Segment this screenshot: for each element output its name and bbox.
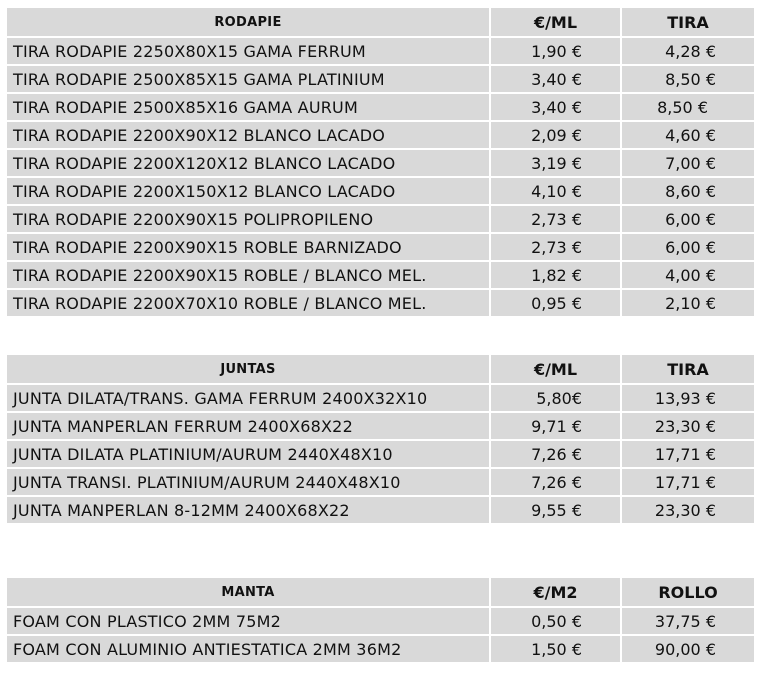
column-header-unit-price: €/M2 [490, 577, 621, 607]
table-header [6, 7, 755, 37]
column-header-unit-price: €/ML [490, 354, 621, 384]
table-row [6, 289, 755, 317]
table-row [6, 468, 755, 496]
unit-price: 1,90 € [490, 37, 621, 65]
unit-price: 2,09 € [490, 121, 621, 149]
product-name: TIRA RODAPIE 2250X80X15 GAMA FERRUM [6, 37, 490, 65]
table-row [6, 635, 755, 663]
table-row [6, 205, 755, 233]
unit-price: 9,71 € [490, 412, 621, 440]
product-name: TIRA RODAPIE 2500X85X16 GAMA AURUM [6, 93, 490, 121]
section-title: MANTA [6, 577, 490, 607]
product-name: TIRA RODAPIE 2200X90X15 ROBLE / BLANCO MEL. [6, 261, 490, 289]
piece-price: 17,71 € [621, 468, 755, 496]
product-name: TIRA RODAPIE 2500X85X15 GAMA PLATINIUM [6, 65, 490, 93]
unit-price: 3,19 € [490, 149, 621, 177]
unit-price: 7,26 € [490, 468, 621, 496]
unit-price: 5,80€ [490, 384, 621, 412]
product-name: FOAM CON ALUMINIO ANTIESTATICA 2MM 36M2 [6, 635, 490, 663]
roll-price: 90,00 € [621, 635, 755, 663]
product-name: JUNTA DILATA PLATINIUM/AURUM 2440X48X10 [6, 440, 490, 468]
table-row [6, 149, 755, 177]
section-title: RODAPIE [6, 7, 490, 37]
piece-price: 6,00 € [621, 233, 755, 261]
table-row [6, 261, 755, 289]
unit-price: 2,73 € [490, 233, 621, 261]
table-row [6, 121, 755, 149]
column-header-piece-price: TIRA [621, 7, 755, 37]
table-row [6, 93, 755, 121]
piece-price: 8,60 € [621, 177, 755, 205]
unit-price: 3,40 € [490, 93, 621, 121]
product-name: TIRA RODAPIE 2200X150X12 BLANCO LACADO [6, 177, 490, 205]
piece-price: 4,60 € [621, 121, 755, 149]
piece-price: 23,30 € [621, 412, 755, 440]
piece-price: 17,71 € [621, 440, 755, 468]
section-title: JUNTAS [6, 354, 490, 384]
rodapie-table [5, 6, 756, 318]
unit-price: 2,73 € [490, 205, 621, 233]
table-row [6, 607, 755, 635]
column-header-roll-price: ROLLO [621, 577, 755, 607]
table-row [6, 496, 755, 524]
unit-price: 9,55 € [490, 496, 621, 524]
piece-price: 4,00 € [621, 261, 755, 289]
piece-price: 6,00 € [621, 205, 755, 233]
piece-price: 7,00 € [621, 149, 755, 177]
table-row [6, 177, 755, 205]
product-name: JUNTA TRANSI. PLATINIUM/AURUM 2440X48X10 [6, 468, 490, 496]
unit-price: 3,40 € [490, 65, 621, 93]
table-row [6, 384, 755, 412]
column-header-unit-price: €/ML [490, 7, 621, 37]
juntas-table [5, 353, 756, 525]
piece-price: 2,10 € [621, 289, 755, 317]
unit-price: 7,26 € [490, 440, 621, 468]
unit-price: 4,10 € [490, 177, 621, 205]
product-name: TIRA RODAPIE 2200X90X12 BLANCO LACADO [6, 121, 490, 149]
column-header-piece-price: TIRA [621, 354, 755, 384]
product-name: JUNTA MANPERLAN FERRUM 2400X68X22 [6, 412, 490, 440]
table-row [6, 65, 755, 93]
product-name: FOAM CON PLASTICO 2MM 75M2 [6, 607, 490, 635]
product-name: TIRA RODAPIE 2200X70X10 ROBLE / BLANCO MEL. [6, 289, 490, 317]
product-name: TIRA RODAPIE 2200X120X12 BLANCO LACADO [6, 149, 490, 177]
table-header [6, 354, 755, 384]
table-row [6, 440, 755, 468]
roll-price: 37,75 € [621, 607, 755, 635]
table-row [6, 412, 755, 440]
piece-price: 13,93 € [621, 384, 755, 412]
piece-price: 4,28 € [621, 37, 755, 65]
piece-price: 23,30 € [621, 496, 755, 524]
table-row [6, 233, 755, 261]
product-name: JUNTA MANPERLAN 8-12MM 2400X68X22 [6, 496, 490, 524]
table-row [6, 37, 755, 65]
unit-price: 0,95 € [490, 289, 621, 317]
piece-price: 8,50 € [621, 93, 755, 121]
product-name: TIRA RODAPIE 2200X90X15 POLIPROPILENO [6, 205, 490, 233]
product-name: JUNTA DILATA/TRANS. GAMA FERRUM 2400X32X10 [6, 384, 490, 412]
unit-price: 1,50 € [490, 635, 621, 663]
unit-price: 0,50 € [490, 607, 621, 635]
manta-table [5, 576, 756, 664]
product-name: TIRA RODAPIE 2200X90X15 ROBLE BARNIZADO [6, 233, 490, 261]
piece-price: 8,50 € [621, 65, 755, 93]
unit-price: 1,82 € [490, 261, 621, 289]
table-header [6, 577, 755, 607]
